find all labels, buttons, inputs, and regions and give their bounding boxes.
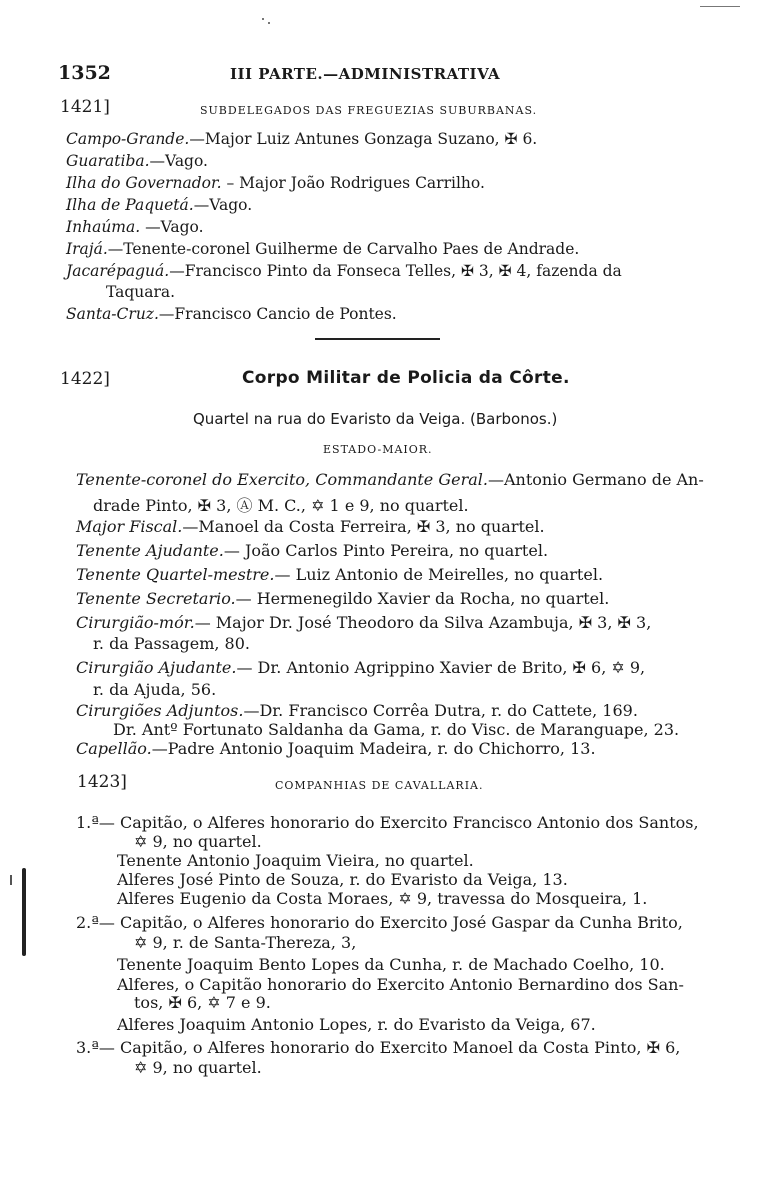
section-1423-heading: COMPANHIAS DE CAVALLARIA. <box>275 779 484 792</box>
entry-line: Santa-Cruz.—Francisco Cancio de Pontes. <box>66 305 397 323</box>
entry-line: Major Fiscal.—Manoel da Costa Ferreira, ✠ 3, no quartel. <box>76 517 545 536</box>
section-1422-number: 1422] <box>60 369 110 389</box>
section-1422-heading: ESTADO-MAIOR. <box>323 443 433 456</box>
entry-line: Alferes, o Capitão honorario do Exercito Antonio Bernardino dos San- <box>117 975 684 994</box>
entry-line: ✡ 9, no quartel. <box>134 832 262 851</box>
entry-line: Inhaúma. —Vago. <box>66 218 204 236</box>
entry-line: Alferes Joaquim Antonio Lopes, r. do Evaristo da Veiga, 67. <box>117 1015 596 1034</box>
entry-line: Alferes José Pinto de Souza, r. do Evaristo da Veiga, 13. <box>117 870 568 889</box>
entry-line: Tenente Ajudante.— João Carlos Pinto Pereira, no quartel. <box>76 541 549 560</box>
entry-line: ✡ 9, no quartel. <box>134 1058 262 1077</box>
section-divider <box>315 338 440 340</box>
entry-line: Alferes Eugenio da Costa Moraes, ✡ 9, travessa do Mosqueira, 1. <box>117 889 648 908</box>
entry-line: 2.ª— Capitão, o Alferes honorario do Exercito José Gaspar da Cunha Brito, <box>76 913 683 932</box>
entry-line: Taquara. <box>106 283 176 301</box>
entry-line: 1.ª— Capitão, o Alferes honorario do Exercito Francisco Antonio dos Santos, <box>76 813 699 832</box>
entry-line: Tenente Quartel-mestre.— Luiz Antonio de Meirelles, no quartel. <box>76 565 604 584</box>
entry-line: Capellão.—Padre Antonio Joaquim Madeira, r. do Chichorro, 13. <box>76 739 596 758</box>
entry-line: Cirurgião-mór.— Major Dr. José Theodoro da Silva Azambuja, ✠ 3, ✠ 3, <box>76 613 652 632</box>
section-1421-number: 1421] <box>60 97 110 117</box>
entry-line: r. da Passagem, 80. <box>93 634 250 653</box>
section-1422-subtitle: Quartel na rua do Evaristo da Veiga. (Barbonos.) <box>193 410 558 428</box>
entry-line: Dr. Antº Fortunato Saldanha da Gama, r. do Visc. de Maranguape, 23. <box>113 720 680 739</box>
entry-line: Guaratiba.—Vago. <box>66 152 208 170</box>
section-1422-title: Corpo Militar de Policia da Côrte. <box>242 368 570 388</box>
scan-margin-speck <box>10 875 12 885</box>
scan-speck <box>262 18 264 20</box>
page-header-title: III PARTE.—ADMINISTRATIVA <box>230 65 501 83</box>
entry-line: Jacarépaguá.—Francisco Pinto da Fonseca Telles, ✠ 3, ✠ 4, fazenda da <box>66 262 622 280</box>
entry-line: r. da Ajuda, 56. <box>93 680 217 699</box>
section-1421-heading: SUBDELEGADOS DAS FREGUEZIAS SUBURBANAS. <box>200 104 538 117</box>
scan-speck <box>700 6 740 7</box>
section-1423-number: 1423] <box>77 772 127 792</box>
entry-line: Ilha do Governador. – Major João Rodrigues Carrilho. <box>66 174 485 192</box>
entry-line: ✡ 9, r. de Santa-Thereza, 3, <box>134 933 357 952</box>
entry-line: Irajá.—Tenente-coronel Guilherme de Carvalho Paes de Andrade. <box>66 240 580 258</box>
entry-line: drade Pinto, ✠ 3, Ⓐ M. C., ✡ 1 e 9, no quartel. <box>93 496 469 515</box>
entry-line: Campo-Grande.—Major Luiz Antunes Gonzaga Suzano, ✠ 6. <box>66 130 538 148</box>
entry-line: 3.ª— Capitão, o Alferes honorario do Exercito Manoel da Costa Pinto, ✠ 6, <box>76 1038 681 1057</box>
entry-line: Tenente Secretario.— Hermenegildo Xavier da Rocha, no quartel. <box>76 589 610 608</box>
entry-line: Ilha de Paquetá.—Vago. <box>66 196 253 214</box>
entry-line: Cirurgiões Adjuntos.—Dr. Francisco Corrêa Dutra, r. do Cattete, 169. <box>76 701 638 720</box>
scan-margin-mark <box>22 868 26 956</box>
entry-line: Tenente Antonio Joaquim Vieira, no quartel. <box>117 851 474 870</box>
page-number: 1352 <box>58 62 111 84</box>
entry-line: Tenente-coronel do Exercito, Commandante Geral.—Antonio Germano de An- <box>76 470 704 489</box>
entry-line: tos, ✠ 6, ✡ 7 e 9. <box>134 993 271 1012</box>
scan-speck <box>268 22 270 24</box>
entry-line: Cirurgião Ajudante.— Dr. Antonio Agrippino Xavier de Brito, ✠ 6, ✡ 9, <box>76 658 646 677</box>
entry-line: Tenente Joaquim Bento Lopes da Cunha, r. de Machado Coelho, 10. <box>117 955 665 974</box>
